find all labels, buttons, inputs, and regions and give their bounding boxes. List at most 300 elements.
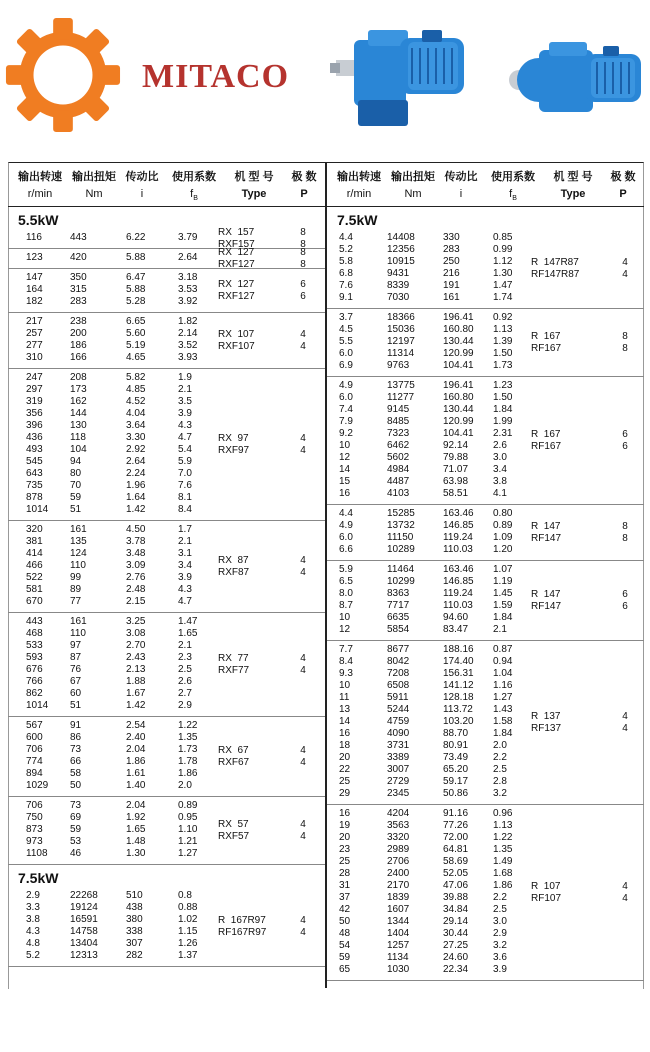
cell-ratio: 438 [126, 902, 143, 913]
cell-output-torque: 8042 [387, 656, 410, 667]
cell-output-torque: 7030 [387, 292, 410, 303]
cell-type [218, 269, 288, 312]
cell-ratio: 6.47 [126, 272, 146, 283]
pole-count: 4 [300, 554, 306, 566]
cell-ratio: 196.41 [443, 380, 474, 391]
cell-poles [293, 369, 313, 520]
cell-ratio: 3.64 [126, 420, 146, 431]
cell-service-factor: 1.20 [493, 544, 513, 555]
type-model: RXF107 [218, 340, 255, 352]
cell-output-torque: 51 [70, 700, 82, 711]
type-model: R 167 [531, 330, 561, 342]
gear-motor-image-small [505, 28, 645, 133]
header-output-speed-unit: r/min [27, 188, 53, 200]
cell-service-factor: 1.35 [178, 732, 198, 743]
cell-ratio: 2.54 [126, 720, 146, 731]
cell-output-torque: 5602 [387, 452, 410, 463]
cell-output-speed: 7.4 [339, 404, 353, 415]
cell-service-factor: 1.9 [178, 372, 192, 383]
cell-output-speed: 16 [339, 808, 351, 819]
cell-service-factor: 1.13 [493, 820, 513, 831]
cell-service-factor: 3.79 [178, 232, 198, 243]
header-output-speed-label: 输出转速 [337, 171, 381, 183]
cell-output-torque: 11314 [387, 348, 415, 359]
section-title-5-5kw: 5.5kW [18, 212, 59, 228]
cell-service-factor: 1.49 [493, 856, 513, 867]
cell-service-factor: 2.0 [493, 740, 507, 751]
cell-service-factor: 3.9 [178, 408, 192, 419]
cell-ratio: 5.19 [126, 340, 146, 351]
cell-type [218, 246, 288, 270]
cell-ratio: 4.65 [126, 352, 146, 363]
type-model: RF147R87 [531, 268, 580, 280]
cell-ratio: 174.40 [443, 656, 474, 667]
cell-output-speed: 247 [26, 372, 43, 383]
right-column-headers [327, 162, 644, 207]
type-model: RXF87 [218, 566, 250, 578]
cell-ratio: 5.28 [126, 296, 146, 307]
gear-logo-icon [4, 16, 122, 134]
cell-ratio: 104.41 [443, 428, 474, 439]
cell-poles [293, 887, 313, 966]
header-service-factor-label: 使用系数 [491, 171, 535, 183]
type-model: RF167R97 [218, 926, 267, 938]
header-ratio-unit: i [140, 188, 144, 200]
cell-service-factor: 1.47 [178, 616, 198, 627]
cell-type [531, 805, 616, 980]
cell-output-speed: 862 [26, 688, 43, 699]
cell-output-torque: 104 [70, 444, 87, 455]
cell-output-torque: 8339 [387, 280, 410, 291]
cell-service-factor: 4.7 [178, 596, 192, 607]
cell-ratio: 2.43 [126, 652, 146, 663]
cell-type [531, 377, 616, 504]
type-model: RF107 [531, 892, 562, 904]
cell-poles [293, 613, 313, 716]
cell-service-factor: 1.19 [493, 576, 513, 587]
cell-output-torque: 9763 [387, 360, 410, 371]
left-groups-7-5kw [8, 887, 325, 967]
cell-service-factor: 2.1 [493, 624, 507, 635]
cell-output-torque: 19124 [70, 902, 98, 913]
cell-service-factor: 1.50 [493, 348, 513, 359]
cell-output-speed: 3.3 [26, 902, 40, 913]
cell-output-speed: 6.0 [339, 392, 353, 403]
cell-service-factor: 2.6 [493, 440, 507, 451]
cell-output-torque: 5854 [387, 624, 410, 635]
cell-output-torque: 208 [70, 372, 87, 383]
cell-output-speed: 10 [339, 440, 351, 451]
cell-output-torque: 1030 [387, 964, 410, 975]
header-output-torque-unit: Nm [404, 188, 422, 200]
cell-ratio: 1.30 [126, 848, 146, 859]
cell-ratio: 380 [126, 914, 143, 925]
cell-output-torque: 15285 [387, 508, 415, 519]
cell-ratio: 24.60 [443, 952, 469, 963]
cell-output-torque: 144 [70, 408, 87, 419]
cell-ratio: 50.86 [443, 788, 469, 799]
cell-ratio: 2.64 [126, 456, 146, 467]
type-model: RXF97 [218, 444, 250, 456]
cell-output-speed: 12 [339, 624, 351, 635]
cell-output-speed: 4.4 [339, 508, 353, 519]
cell-output-speed: 7.6 [339, 280, 353, 291]
cell-output-torque: 2989 [387, 844, 410, 855]
cell-ratio: 64.81 [443, 844, 469, 855]
cell-output-torque: 1257 [387, 940, 410, 951]
cell-ratio: 191 [443, 280, 460, 291]
cell-output-speed: 443 [26, 616, 43, 627]
cell-ratio: 120.99 [443, 416, 474, 427]
cell-output-speed: 10 [339, 612, 351, 623]
cell-output-torque: 18366 [387, 312, 415, 323]
cell-ratio: 104.41 [443, 360, 474, 371]
cell-poles [293, 717, 313, 796]
cell-output-speed: 257 [26, 328, 43, 339]
header-type [224, 162, 284, 200]
spec-group [327, 309, 644, 377]
type-model: R 147 [531, 520, 561, 532]
cell-output-speed: 706 [26, 800, 43, 811]
type-model: RF167 [531, 342, 562, 354]
cell-service-factor: 1.50 [493, 392, 513, 403]
cell-service-factor: 1.68 [493, 868, 513, 879]
cell-type [218, 521, 288, 612]
gear-motor-image-large [328, 8, 478, 138]
cell-output-torque: 4487 [387, 476, 410, 487]
pole-count: 6 [622, 428, 628, 440]
cell-service-factor: 2.2 [493, 892, 507, 903]
header-output-torque-label: 输出扭矩 [72, 171, 116, 183]
cell-ratio: 1.64 [126, 492, 146, 503]
header-ratio [439, 162, 483, 200]
cell-output-speed: 522 [26, 572, 43, 583]
cell-service-factor: 7.0 [178, 468, 192, 479]
cell-output-torque: 12313 [70, 950, 98, 961]
spec-group [327, 561, 644, 641]
cell-output-speed: 8.0 [339, 588, 353, 599]
type-model: RXF77 [218, 664, 250, 676]
cell-output-torque: 2400 [387, 868, 410, 879]
cell-output-torque: 12197 [387, 336, 415, 347]
cell-service-factor: 3.5 [178, 396, 192, 407]
cell-output-torque: 2706 [387, 856, 410, 867]
spec-group [8, 313, 325, 369]
header-output-torque-unit: Nm [85, 188, 103, 200]
cell-output-torque: 443 [70, 232, 87, 243]
cell-output-speed: 6.8 [339, 268, 353, 279]
cell-service-factor: 1.30 [493, 268, 513, 279]
cell-service-factor: 2.5 [493, 764, 507, 775]
cell-ratio: 160.80 [443, 392, 474, 403]
cell-service-factor: 3.4 [178, 560, 192, 571]
cell-output-torque: 200 [70, 328, 87, 339]
pole-count: 4 [300, 432, 306, 444]
cell-output-torque: 124 [70, 548, 87, 559]
cell-ratio: 73.49 [443, 752, 469, 763]
header-output-speed [331, 162, 387, 200]
cell-output-torque: 9145 [387, 404, 410, 415]
pole-count: 6 [622, 600, 628, 612]
cell-output-speed: 6.0 [339, 348, 353, 359]
header-ratio-label: 传动比 [125, 171, 159, 183]
cell-ratio: 156.31 [443, 668, 474, 679]
type-model: RX 77 [218, 652, 249, 664]
cell-output-speed: 297 [26, 384, 43, 395]
cell-output-speed: 676 [26, 664, 43, 675]
cell-output-torque: 110 [70, 560, 86, 571]
cell-output-speed: 50 [339, 916, 351, 927]
header-type-unit: Type [241, 188, 267, 200]
cell-output-speed: 5.5 [339, 336, 353, 347]
cell-service-factor: 1.35 [493, 844, 513, 855]
cell-output-speed: 18 [339, 740, 351, 751]
pole-count: 4 [622, 880, 628, 892]
cell-poles [615, 377, 635, 504]
cell-output-speed: 735 [26, 480, 43, 491]
cell-output-torque: 161 [70, 616, 87, 627]
cell-output-speed: 277 [26, 340, 43, 351]
cell-ratio: 6.65 [126, 316, 146, 327]
cell-service-factor: 0.89 [493, 520, 513, 531]
cell-output-torque: 60 [70, 688, 82, 699]
cell-output-torque: 186 [70, 340, 87, 351]
header-service-factor-unit: $f_B$ [190, 188, 198, 203]
spec-table [0, 162, 650, 990]
cell-output-speed: 12 [339, 452, 351, 463]
cell-output-torque: 5244 [387, 704, 410, 715]
header-output-speed-label: 输出转速 [18, 171, 62, 183]
cell-service-factor: 0.96 [493, 808, 513, 819]
cell-output-torque: 4984 [387, 464, 410, 475]
cell-service-factor: 1.13 [493, 324, 513, 335]
cell-output-torque: 10299 [387, 576, 415, 587]
cell-poles [293, 521, 313, 612]
cell-poles [615, 561, 635, 640]
cell-service-factor: 1.22 [178, 720, 198, 731]
cell-output-torque: 14408 [387, 232, 415, 243]
cell-output-torque: 4090 [387, 728, 410, 739]
cell-output-torque: 73 [70, 744, 82, 755]
cell-ratio: 119.24 [443, 532, 473, 543]
cell-ratio: 1.86 [126, 756, 146, 767]
cell-output-speed: 381 [26, 536, 43, 547]
cell-service-factor: 4.1 [493, 488, 507, 499]
cell-output-torque: 3320 [387, 832, 410, 843]
cell-ratio: 163.46 [443, 564, 474, 575]
cell-type [218, 887, 288, 966]
spec-group [327, 505, 644, 561]
cell-service-factor: 2.5 [178, 664, 192, 675]
type-model: RX 67 [218, 744, 249, 756]
cell-output-torque: 13775 [387, 380, 415, 391]
cell-output-torque: 7323 [387, 428, 410, 439]
cell-service-factor: 1.82 [178, 316, 198, 327]
type-model: RF137 [531, 722, 562, 734]
pole-count: 4 [300, 664, 306, 676]
cell-service-factor: 5.4 [178, 444, 192, 455]
type-model: RXF57 [218, 830, 250, 842]
cell-output-speed: 6.9 [339, 360, 353, 371]
cell-output-speed: 706 [26, 744, 43, 755]
cell-output-speed: 493 [26, 444, 43, 455]
cell-output-speed: 59 [339, 952, 351, 963]
header-output-torque-label: 输出扭矩 [391, 171, 435, 183]
header-poles-label: 极 数 [610, 171, 636, 183]
pole-count: 8 [622, 520, 628, 532]
cell-output-speed: 54 [339, 940, 351, 951]
cell-output-torque: 14758 [70, 926, 98, 937]
left-groups [8, 226, 325, 865]
cell-service-factor: 1.58 [493, 716, 513, 727]
cell-output-torque: 13732 [387, 520, 415, 531]
page-header [0, 0, 650, 160]
cell-service-factor: 2.5 [493, 904, 507, 915]
cell-output-torque: 11277 [387, 392, 415, 403]
cell-ratio: 47.06 [443, 880, 469, 891]
cell-type [531, 561, 616, 640]
cell-output-torque: 135 [70, 536, 87, 547]
cell-output-torque: 91 [70, 720, 82, 731]
cell-ratio: 130.44 [443, 336, 474, 347]
left-column [8, 162, 325, 967]
cell-service-factor: 1.99 [493, 416, 513, 427]
pole-count: 4 [300, 756, 306, 768]
cell-output-speed: 6.5 [339, 576, 353, 587]
cell-output-torque: 1404 [387, 928, 410, 939]
cell-service-factor: 0.95 [178, 812, 198, 823]
pole-count: 8 [622, 342, 628, 354]
cell-service-factor: 2.0 [178, 780, 192, 791]
type-model: RXF127 [218, 258, 255, 270]
cell-poles [615, 309, 635, 376]
cell-output-speed: 7.9 [339, 416, 353, 427]
cell-ratio: 1.96 [126, 480, 146, 491]
right-groups [327, 229, 644, 981]
cell-service-factor: 1.7 [178, 524, 192, 535]
cell-service-factor: 4.7 [178, 432, 192, 443]
pole-count: 4 [300, 926, 306, 938]
spec-group [8, 369, 325, 521]
cell-output-speed: 65 [339, 964, 351, 975]
cell-type [531, 309, 616, 376]
cell-ratio: 72.00 [443, 832, 469, 843]
cell-service-factor: 1.07 [493, 564, 513, 575]
cell-output-speed: 468 [26, 628, 43, 639]
cell-ratio: 27.25 [443, 940, 469, 951]
cell-service-factor: 1.84 [493, 612, 513, 623]
cell-ratio: 1.65 [126, 824, 146, 835]
cell-ratio: 6.22 [126, 232, 146, 243]
cell-service-factor: 3.9 [178, 572, 192, 583]
header-poles-unit: P [300, 188, 308, 200]
cell-ratio: 4.52 [126, 396, 146, 407]
cell-output-torque: 4759 [387, 716, 410, 727]
cell-output-speed: 11 [339, 692, 350, 703]
cell-output-torque: 8363 [387, 588, 410, 599]
cell-output-torque: 11464 [387, 564, 415, 575]
pole-count: 4 [300, 340, 306, 352]
cell-service-factor: 2.1 [178, 384, 192, 395]
cell-output-speed: 20 [339, 832, 351, 843]
cell-output-speed: 29 [339, 788, 351, 799]
cell-output-torque: 283 [70, 296, 87, 307]
cell-output-torque: 15036 [387, 324, 415, 335]
cell-service-factor: 0.94 [493, 656, 513, 667]
cell-service-factor: 2.3 [178, 652, 192, 663]
cell-ratio: 52.05 [443, 868, 469, 879]
type-model: R 167R97 [218, 914, 266, 926]
header-poles-label: 极 数 [291, 171, 317, 183]
cell-output-torque: 2170 [387, 880, 410, 891]
cell-output-speed: 436 [26, 432, 43, 443]
cell-service-factor: 3.93 [178, 352, 198, 363]
cell-ratio: 29.14 [443, 916, 469, 927]
cell-ratio: 160.80 [443, 324, 474, 335]
header-service-factor-unit: $f_B$ [509, 188, 517, 203]
cell-ratio: 110.03 [443, 544, 473, 555]
cell-service-factor: 1.12 [493, 256, 513, 267]
cell-service-factor: 1.84 [493, 728, 513, 739]
brand-name: MITACO [142, 58, 290, 95]
type-model: RX 97 [218, 432, 249, 444]
cell-service-factor: 3.53 [178, 284, 198, 295]
cell-ratio: 3.08 [126, 628, 146, 639]
cell-ratio: 2.04 [126, 800, 146, 811]
right-column [327, 162, 644, 981]
pole-count: 4 [300, 818, 306, 830]
cell-service-factor: 1.27 [178, 848, 198, 859]
cell-service-factor: 3.9 [493, 964, 507, 975]
left-column-headers [8, 162, 325, 207]
pole-count: 4 [622, 892, 628, 904]
cell-service-factor: 8.1 [178, 492, 192, 503]
cell-ratio: 330 [443, 232, 460, 243]
cell-service-factor: 0.99 [493, 244, 513, 255]
cell-output-speed: 4.9 [339, 520, 353, 531]
cell-poles [293, 269, 313, 312]
cell-output-torque: 99 [70, 572, 82, 583]
cell-service-factor: 2.64 [178, 252, 198, 263]
cell-ratio: 163.46 [443, 508, 474, 519]
cell-output-speed: 16 [339, 728, 351, 739]
cell-service-factor: 1.73 [178, 744, 198, 755]
cell-output-speed: 147 [26, 272, 43, 283]
cell-output-torque: 6635 [387, 612, 410, 623]
spec-group [327, 377, 644, 505]
cell-ratio: 1.40 [126, 780, 146, 791]
cell-output-torque: 13404 [70, 938, 98, 949]
cell-output-torque: 1344 [387, 916, 410, 927]
pole-count: 4 [622, 722, 628, 734]
cell-service-factor: 0.85 [493, 232, 513, 243]
cell-output-torque: 50 [70, 780, 82, 791]
cell-service-factor: 1.43 [493, 704, 513, 715]
type-model: R 147R87 [531, 256, 579, 268]
cell-ratio: 283 [443, 244, 460, 255]
cell-output-speed: 643 [26, 468, 43, 479]
cell-poles [293, 246, 313, 270]
cell-output-speed: 4.9 [339, 380, 353, 391]
cell-service-factor: 1.37 [178, 950, 198, 961]
cell-output-torque: 73 [70, 800, 82, 811]
cell-service-factor: 1.27 [493, 692, 513, 703]
cell-output-torque: 67 [70, 676, 82, 687]
cell-ratio: 1.61 [126, 768, 146, 779]
cell-output-speed: 5.2 [339, 244, 353, 255]
cell-output-speed: 23 [339, 844, 351, 855]
cell-ratio: 77.26 [443, 820, 469, 831]
